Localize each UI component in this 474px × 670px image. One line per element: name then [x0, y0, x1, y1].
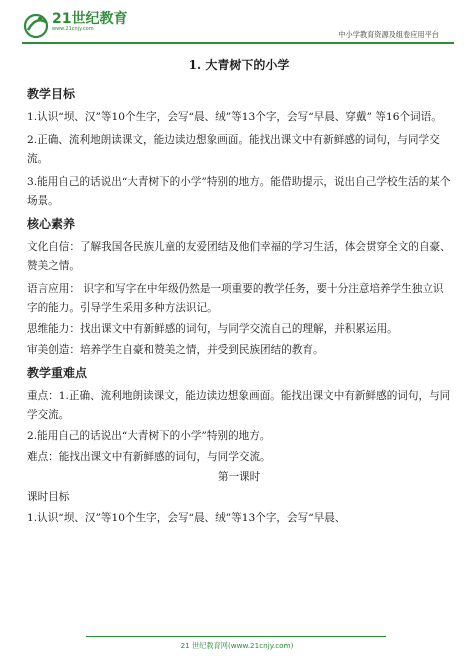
section-heading: 教学重难点 — [27, 366, 88, 380]
paragraph: 1.认识“坝、汉”等10个生字，会写“晨、绒”等13个字，会写“早晨、穿戴” 等16个词语。 — [27, 111, 442, 123]
paragraph: 重点：1.正确、流利地朗读课文，能边读边想象画面。能找出课文中有新鲜感的词句，与同学交流。 — [27, 390, 451, 421]
paragraph: 1.认识“坝、汉”等10个生字，会写“晨、绒”等13个字，会写“早晨、 — [27, 512, 346, 524]
paragraph: 2.能用自己的话说出“大青树下的小学”特别的地方。 — [27, 430, 271, 442]
paragraph: 语言应用： 识字和写字在中年级仍然是一项重要的教学任务，要十分注意培养学生独立识字的能力。引导学生采用多种方法识记。 — [27, 283, 444, 314]
section-heading: 核心素养 — [27, 217, 76, 231]
period-heading: 第一课时 — [217, 471, 261, 483]
paragraph: 思维能力：找出课文中有新鲜感的词句，与同学交流自己的理解，并积累运用。 — [27, 323, 398, 335]
logo-text: 21世纪教育 — [52, 11, 128, 27]
header-divider — [22, 42, 454, 44]
document-title: 1. 大青树下的小学 — [188, 58, 290, 72]
period-goal-label: 课时目标 — [27, 491, 70, 503]
section-heading: 教学目标 — [27, 87, 76, 101]
logo-url: www.21cnjy.com — [52, 26, 94, 32]
paragraph: 难点：能找出课文中有新鲜感的词句，与同学交流。 — [27, 451, 271, 463]
paragraph: 审美创造：培养学生自豪和赞美之情，并受到民族团结的教育。 — [27, 344, 324, 356]
document-body — [27, 56, 451, 532]
paragraph: 2.正确、流利地朗读课文，能边读边想象画面。能找出课文中有新鲜感的词句，与同学交流。 — [27, 134, 440, 165]
footer-text: 21 世纪教育网(www.21cnjy.com) — [180, 641, 294, 650]
footer-divider — [86, 636, 386, 637]
paragraph: 文化自信：了解我国各民族儿童的友爱团结及他们幸福的学习生活，体会贯穿全文的自豪、赞美之情。 — [27, 241, 451, 272]
header-tagline: 中小学教育资源及组卷应用平台 — [338, 30, 439, 39]
paragraph: 3.能用自己的话说出“大青树下的小学”特别的地方。能借助提示，说出自己学校生活的某个场景。 — [27, 176, 451, 207]
page-header — [0, 0, 474, 46]
